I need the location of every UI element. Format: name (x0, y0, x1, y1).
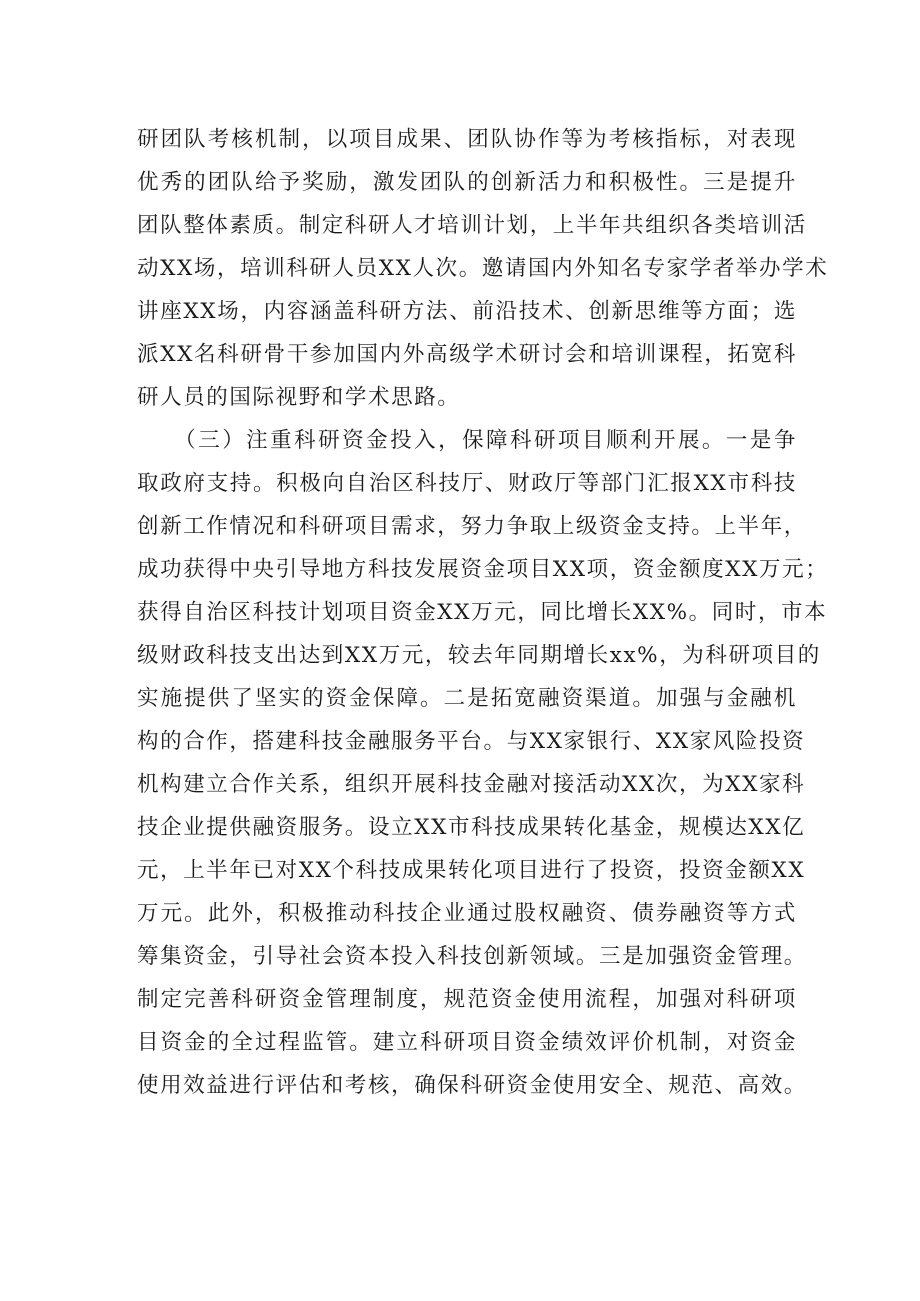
text-line: 创新工作情况和科研项目需求，努力争取上级资金支持。上半年， (137, 514, 807, 539)
text-line: 级财政科技支出达到XX万元，较去年同期增长xx%，为科研项目的 (137, 643, 821, 668)
text-line: 技企业提供融资服务。设立XX市科技成果转化基金，规模达XX亿 (137, 815, 806, 840)
text-line: 万元。此外，积极推动科技企业通过股权融资、债券融资等方式 (137, 901, 797, 926)
text-line: 机构建立合作关系，组织开展科技金融对接活动XX次，为XX家科 (137, 772, 806, 797)
text-line: 团队整体素质。制定科研人才培训计划，上半年共组织各类培训活 (137, 213, 807, 238)
text-line: 制定完善科研资金管理制度，规范资金使用流程，加强对科研项 (137, 987, 797, 1012)
text-line: 讲座XX场，内容涵盖科研方法、前沿技术、创新思维等方面；选 (137, 299, 797, 324)
text-line: 成功获得中央引导地方科技发展资金项目XX项，资金额度XX万元； (137, 557, 829, 582)
text-line: 元，上半年已对XX个科技成果转化项目进行了投资，投资金额XX (137, 858, 806, 883)
text-line: （三）注重科研资金投入，保障科研项目顺利开展。一是争 (137, 428, 797, 453)
text-line: 实施提供了坚实的资金保障。二是拓宽融资渠道。加强与金融机 (137, 686, 797, 711)
text-line: 派XX名科研骨干参加国内外高级学术研讨会和培训课程，拓宽科 (137, 342, 797, 367)
text-line: 获得自治区科技计划项目资金XX万元，同比增长XX%。同时，市本 (137, 600, 828, 625)
text-line: 构的合作，搭建科技金融服务平台。与XX家银行、XX家风险投资 (137, 729, 806, 754)
text-line: 取政府支持。积极向自治区科技厅、财政厅等部门汇报XX市科技 (137, 471, 797, 496)
body-text (137, 118, 829, 1107)
text-line: 动XX场，培训科研人员XX人次。邀请国内外知名专家学者举办学术 (137, 256, 829, 281)
text-line: 优秀的团队给予奖励，激发团队的创新活力和积极性。三是提升 (137, 170, 797, 195)
text-line: 使用效益进行评估和考核，确保科研资金使用安全、规范、高效。 (137, 1073, 807, 1098)
text-line: 筹集资金，引导社会资本投入科技创新领域。三是加强资金管理。 (137, 944, 807, 969)
text-line: 目资金的全过程监管。建立科研项目资金绩效评价机制，对资金 (137, 1030, 797, 1055)
text-line: 研团队考核机制，以项目成果、团队协作等为考核指标，对表现 (137, 127, 797, 152)
text-line: 研人员的国际视野和学术思路。 (137, 385, 461, 410)
